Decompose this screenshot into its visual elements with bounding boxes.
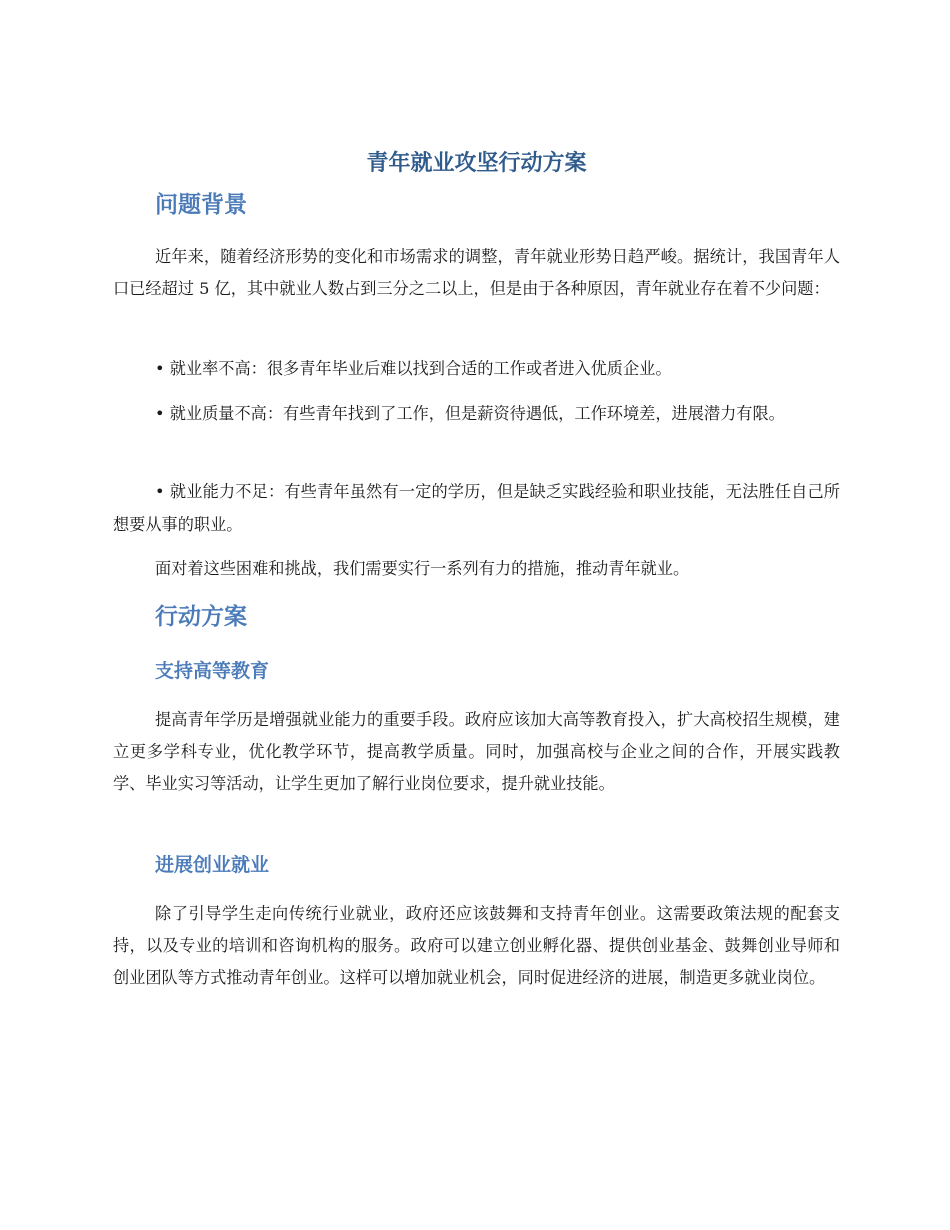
section-heading-action-plan: 行动方案 [155, 604, 247, 630]
entrepreneurship-paragraph: 除了引导学生走向传统行业就业，政府还应该鼓舞和支持青年创业。这需要政策法规的配套支持，以及专业的培训和咨询机构的服务。政府可以建立创业孵化器、提供创业基金、鼓舞创业导师和创业团队等方式推动青年创业。这样可以增加就业机会，同时促进经济的进展，制造更多就业岗位。 [113, 904, 840, 987]
bullet-item-employment-rate [113, 352, 840, 385]
bullet-marker: • [155, 359, 165, 378]
bullet-text: 就业率不高：很多青年毕业后难以找到合适的工作或者进入优质企业。 [169, 359, 672, 378]
background-closing-paragraph: 面对着这些困难和挑战，我们需要实行一系列有力的措施，推动青年就业。 [155, 559, 690, 578]
subsection-heading-higher-education: 支持高等教育 [155, 660, 270, 682]
bullet-text: 就业质量不高：有些青年找到了工作，但是薪资待遇低，工作环境差，进展潜力有限。 [169, 404, 785, 423]
section-heading-background: 问题背景 [155, 192, 247, 218]
bullet-item-employment-quality [113, 397, 840, 430]
bullet-marker: • [155, 482, 165, 501]
background-intro-paragraph: 近年来，随着经济形势的变化和市场需求的调整，青年就业形势日趋严峻。据统计，我国青年人口已经超过 5 亿，其中就业人数占到三分之二以上，但是由于各种原因，青年就业存在着不少问题： [113, 247, 840, 298]
higher-education-paragraph: 提高青年学历是增强就业能力的重要手段。政府应该加大高等教育投入，扩大高校招生规模，建立更多学科专业，优化教学环节，提高教学质量。同时，加强高校与企业之间的合作，开展实践教学、毕业实习等活动，让学生更加了解行业岗位要求，提升就业技能。 [113, 710, 840, 793]
bullet-text: 就业能力不足：有些青年虽然有一定的学历，但是缺乏实践经验和职业技能，无法胜任自己所想要从事的职业。 [113, 482, 840, 534]
subsection-heading-entrepreneurship: 进展创业就业 [155, 854, 270, 876]
bullet-marker: • [155, 404, 165, 423]
bullet-item-employment-ability [113, 475, 840, 541]
document-title: 青年就业攻坚行动方案 [366, 151, 587, 176]
